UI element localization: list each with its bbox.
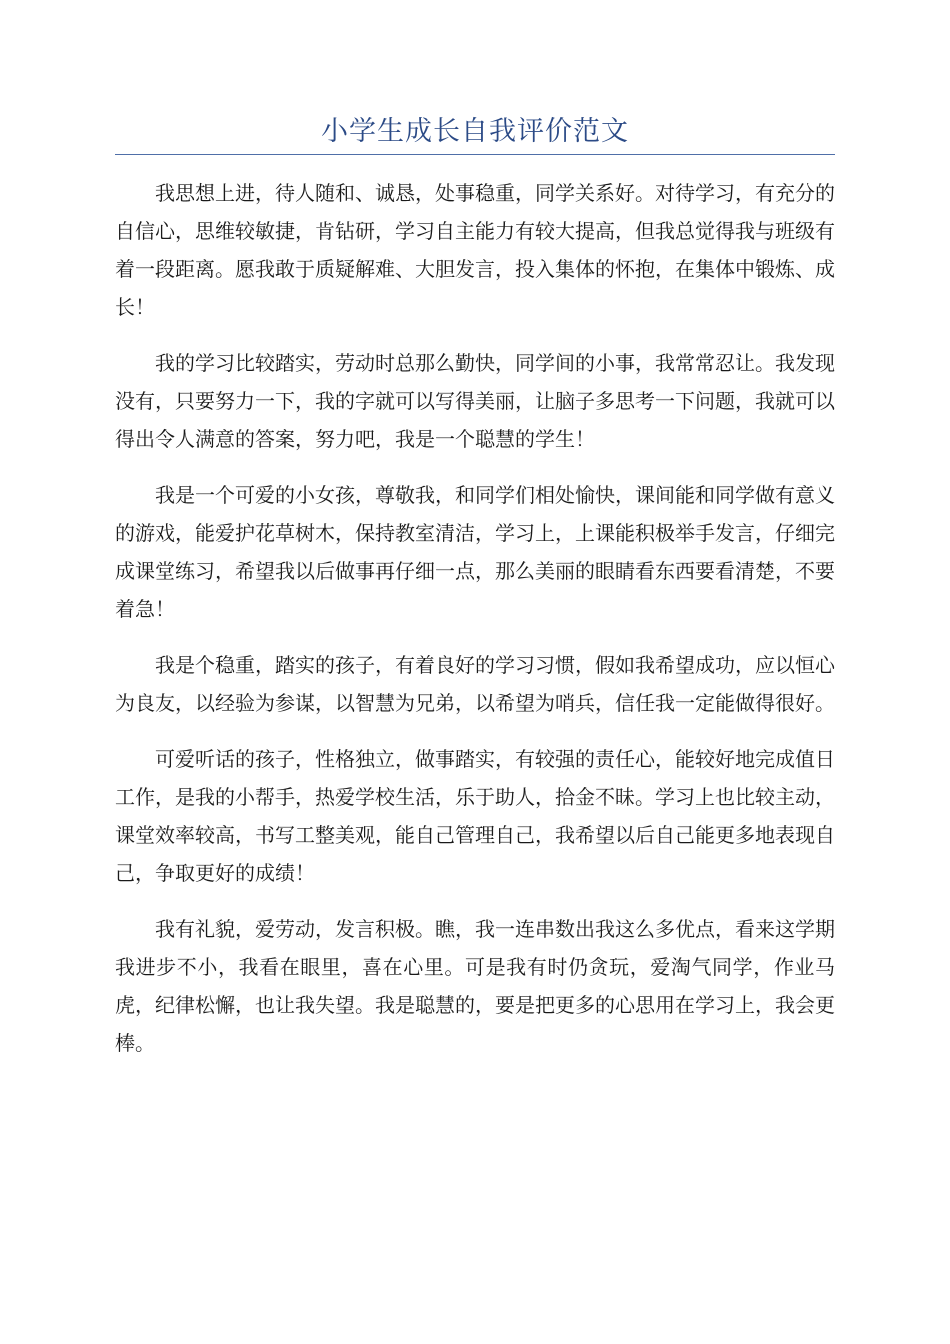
document-title: 小学生成长自我评价范文 — [321, 116, 629, 147]
paragraph-4: 我是个稳重，踏实的孩子，有着良好的学习习惯，假如我希望成功，应以恒心为良友，以经验为参谋，以智慧为兄弟，以希望为哨兵，信任我一定能做得很好。 — [115, 653, 835, 715]
paragraph-1: 我思想上进，待人随和、诚恳，处事稳重，同学关系好。对待学习，有充分的自信心，思维较敏捷，肯钻研，学习自主能力有较大提高，但我总觉得我与班级有着一段距离。愿我敢于质疑解难、大胆发言，投入集体的怀抱，在集体中锻炼、成长！ — [115, 181, 835, 319]
document-body — [115, 174, 835, 1080]
paragraph-5: 可爱听话的孩子，性格独立，做事踏实，有较强的责任心，能较好地完成值日工作，是我的小帮手，热爱学校生活，乐于助人，拾金不昧。学习上也比较主动，课堂效率较高，书写工整美观，能自己管理自己，我希望以后自己能更多地表现自己，争取更好的成绩！ — [115, 747, 835, 885]
title-underline-divider — [115, 154, 835, 155]
paragraph-6: 我有礼貌，爱劳动，发言积极。瞧，我一连串数出我这么多优点，看来这学期我进步不小，我看在眼里，喜在心里。可是我有时仍贪玩，爱淘气同学，作业马虎，纪律松懈，也让我失望。我是聪慧的，要是把更多的心思用在学习上，我会更棒。 — [115, 917, 835, 1055]
paragraph-3: 我是一个可爱的小女孩，尊敬我，和同学们相处愉快，课间能和同学做有意义的游戏，能爱护花草树木，保持教室清洁，学习上，上课能积极举手发言，仔细完成课堂练习，希望我以后做事再仔细一点，那么美丽的眼睛看东西要看清楚，不要着急！ — [115, 483, 835, 621]
paragraph-2: 我的学习比较踏实，劳动时总那么勤快，同学间的小事，我常常忍让。我发现没有，只要努力一下，我的字就可以写得美丽，让脑子多思考一下问题，我就可以得出令人满意的答案，努力吧，我是一个聪慧的学生！ — [115, 351, 835, 451]
